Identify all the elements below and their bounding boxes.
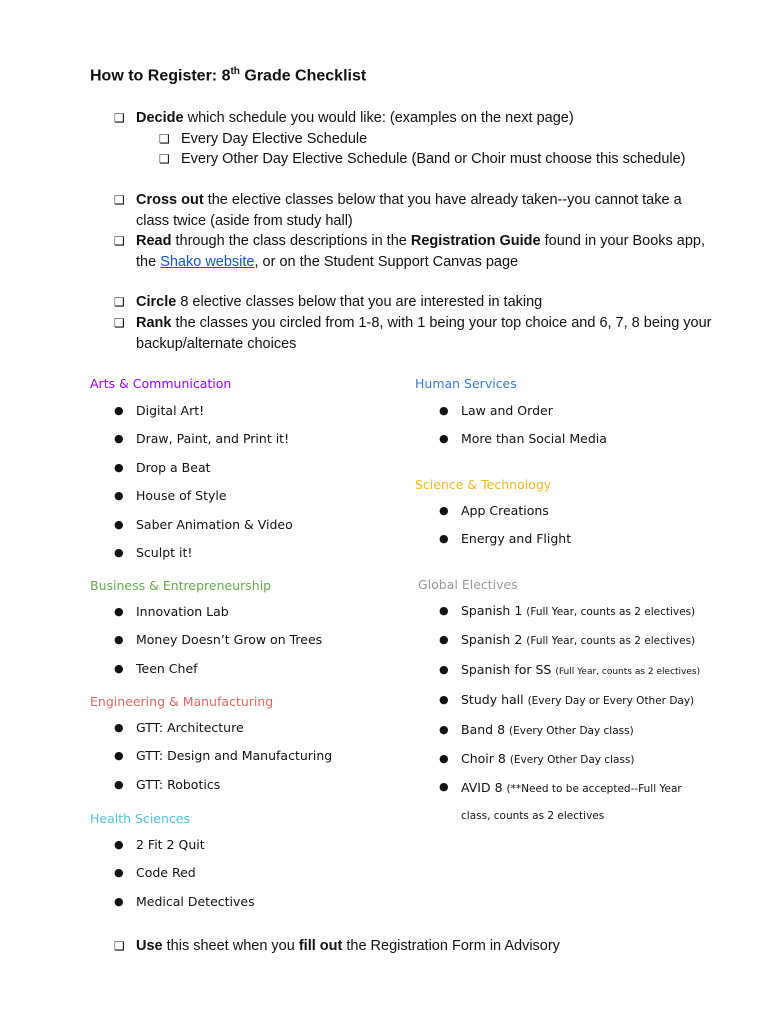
list-item-label: GTT: Robotics	[136, 776, 221, 792]
list-item	[415, 425, 745, 453]
section-title-human-services: Human Services	[415, 376, 517, 391]
schedule-option-label: Every Other Day Elective Schedule (Band or Choir must choose this schedule)	[181, 151, 686, 167]
list-item	[90, 539, 390, 567]
list-item	[90, 655, 390, 683]
list-item-label: Band 8	[461, 721, 506, 737]
page-title	[90, 66, 366, 85]
list-item-note-continued: class, counts as 2 electives	[461, 810, 605, 823]
bullet-icon: ●	[114, 605, 124, 618]
list-item	[415, 397, 745, 425]
bullet-icon: ●	[114, 404, 124, 417]
bullet-icon: ●	[114, 460, 124, 474]
list-item-label: Spanish for SS	[461, 661, 552, 677]
use-text-1: this sheet when you	[162, 938, 299, 954]
read-bold: Read	[136, 233, 172, 249]
bullet-icon: ●	[439, 633, 449, 647]
list-item	[415, 497, 745, 525]
shako-website-link[interactable]: Shako website	[160, 254, 255, 270]
list-item	[415, 656, 760, 686]
list-item	[90, 425, 390, 453]
list-item	[90, 771, 390, 799]
bullet-icon: ●	[439, 752, 449, 766]
list-item-label: Digital Art!	[136, 403, 205, 418]
list-item-label: Teen Chef	[136, 660, 198, 676]
checklist-item-circle	[114, 292, 716, 313]
checkbox-icon: ❑	[114, 111, 125, 125]
list-item-label: House of Style	[136, 488, 227, 504]
list-item-label: 2 Fit 2 Quit	[136, 837, 205, 852]
list-item	[415, 626, 760, 655]
bullet-icon: ●	[114, 489, 124, 503]
bullet-icon: ●	[439, 504, 449, 517]
read-text-2: found in your Books app, the	[136, 233, 706, 270]
list-item-label: Sculpt it!	[136, 545, 193, 561]
list-item-note: (Full Year, counts as 2 electives)	[555, 666, 701, 677]
bullet-icon: ●	[439, 722, 449, 736]
checkbox-icon: ❑	[114, 939, 125, 953]
section-title-engineering: Engineering & Manufacturing	[90, 694, 274, 709]
cross-text: the elective classes below that you have already taken--you cannot take a class twice (aside from study hall)	[136, 192, 682, 229]
rank-bold: Rank	[136, 315, 172, 331]
engineering-list	[90, 714, 390, 799]
title-rest: Grade Checklist	[239, 67, 367, 85]
use-bold: Use	[136, 938, 163, 954]
list-item	[90, 454, 390, 482]
list-item-label: Medical Detectives	[136, 893, 255, 909]
bullet-icon: ●	[114, 721, 124, 734]
science-list	[415, 497, 745, 554]
read-text-3: , or on the Student Support Canvas page	[254, 254, 519, 270]
bullet-icon: ●	[114, 633, 124, 647]
list-item	[90, 859, 390, 887]
cross-bold: Cross out	[136, 192, 204, 208]
decide-text: which schedule you would like: (examples on the next page)	[183, 110, 574, 126]
business-list	[90, 598, 390, 683]
human-services-list	[415, 397, 745, 454]
list-item-label: GTT: Design and Manufacturing	[136, 748, 333, 764]
bullet-icon: ●	[439, 404, 449, 417]
checklist-item-use	[114, 936, 716, 957]
bullet-icon: ●	[114, 838, 124, 851]
checkbox-icon: ❑	[114, 316, 125, 330]
list-item-label: Spanish 1	[461, 603, 523, 618]
section-title-science: Science & Technology	[415, 477, 552, 492]
section-title-global: Global Electives	[418, 577, 518, 592]
checkbox-icon: ❑	[114, 193, 125, 207]
bullet-icon: ●	[439, 532, 449, 546]
decide-bold: Decide	[136, 110, 184, 126]
use-text-2: the Registration Form in Advisory	[342, 938, 560, 954]
list-item-label: Study hall	[461, 692, 524, 708]
checkbox-icon: ❑	[114, 295, 125, 309]
list-item	[415, 716, 760, 745]
bullet-icon: ●	[114, 517, 124, 531]
list-item-label: Money Doesn’t Grow on Trees	[136, 632, 323, 648]
checklist-item-cross-out	[114, 190, 711, 232]
list-item	[90, 397, 390, 425]
list-item-label: App Creations	[461, 503, 549, 518]
bullet-icon: ●	[439, 604, 449, 617]
list-item	[415, 774, 760, 829]
list-item-note: (Every Other Day class)	[509, 754, 635, 767]
list-item	[90, 511, 390, 539]
list-item-note: (Every Day or Every Other Day)	[527, 695, 695, 708]
checkbox-icon: ❑	[159, 152, 170, 166]
list-item-label: Draw, Paint, and Print it!	[136, 431, 290, 447]
section-title-health: Health Sciences	[90, 811, 190, 826]
registration-guide-bold: Registration Guide	[410, 233, 541, 249]
list-item-note: (**Need to be accepted--Full Year	[506, 783, 682, 796]
list-item	[90, 888, 390, 916]
fill-out-bold: fill out	[298, 938, 343, 954]
list-item	[90, 482, 390, 510]
checklist-item-read	[114, 231, 716, 273]
list-item-label: GTT: Architecture	[136, 720, 244, 735]
bullet-icon: ●	[439, 693, 449, 707]
section-title-arts: Arts & Communication	[90, 376, 232, 391]
list-item	[90, 714, 390, 742]
health-list	[90, 831, 390, 916]
bullet-icon: ●	[114, 894, 124, 908]
rank-text: the classes you circled from 1-8, with 1 being your top choice and 6, 7, 8 being your backup/alternate choices	[136, 315, 712, 352]
bullet-icon: ●	[114, 777, 124, 791]
list-item	[90, 598, 390, 626]
schedule-option-label: Every Day Elective Schedule	[181, 131, 368, 147]
list-item-label: Energy and Flight	[461, 531, 572, 547]
list-item	[415, 745, 760, 774]
circle-bold: Circle	[136, 294, 177, 310]
list-item	[415, 525, 745, 553]
list-item	[415, 597, 760, 626]
list-item-label: Law and Order	[461, 403, 553, 418]
checkbox-icon: ❑	[114, 234, 125, 248]
list-item-label: Spanish 2	[461, 632, 523, 648]
list-item-note: (Full Year, counts as 2 electives)	[526, 606, 696, 618]
section-title-business: Business & Entrepreneurship	[90, 578, 272, 593]
list-item-label: Code Red	[136, 865, 196, 881]
list-item-label: Drop a Beat	[136, 459, 211, 475]
read-text-1: through the class descriptions in the	[171, 233, 411, 249]
list-item	[415, 686, 760, 715]
checklist-item-rank	[114, 313, 716, 355]
bullet-icon: ●	[114, 432, 124, 446]
list-item-note: (Full Year, counts as 2 electives)	[526, 635, 696, 648]
arts-list	[90, 397, 390, 567]
global-list	[415, 597, 760, 829]
title-main: How to Register: 8	[90, 67, 231, 85]
list-item	[90, 742, 390, 770]
bullet-icon: ●	[439, 662, 449, 676]
bullet-icon: ●	[439, 780, 449, 794]
bullet-icon: ●	[114, 749, 124, 763]
schedule-option-every-other-day	[159, 149, 761, 170]
list-item	[90, 831, 390, 859]
list-item-label: AVID 8	[461, 780, 503, 796]
schedule-option-every-day	[159, 129, 741, 150]
bullet-icon: ●	[114, 661, 124, 675]
checkbox-icon: ❑	[159, 132, 170, 146]
title-superscript: th	[230, 66, 240, 77]
list-item-label: More than Social Media	[461, 431, 607, 447]
list-item-label: Choir 8	[461, 751, 506, 767]
list-item	[90, 626, 390, 654]
bullet-icon: ●	[114, 546, 124, 560]
list-item-note: (Every Other Day class)	[509, 724, 634, 737]
bullet-icon: ●	[439, 432, 449, 446]
bullet-icon: ●	[114, 866, 124, 880]
list-item-label: Saber Animation & Video	[136, 516, 293, 532]
checklist-item-decide	[114, 108, 736, 129]
list-item-label: Innovation Lab	[136, 604, 229, 619]
circle-text: 8 elective classes below that you are interested in taking	[176, 294, 543, 310]
